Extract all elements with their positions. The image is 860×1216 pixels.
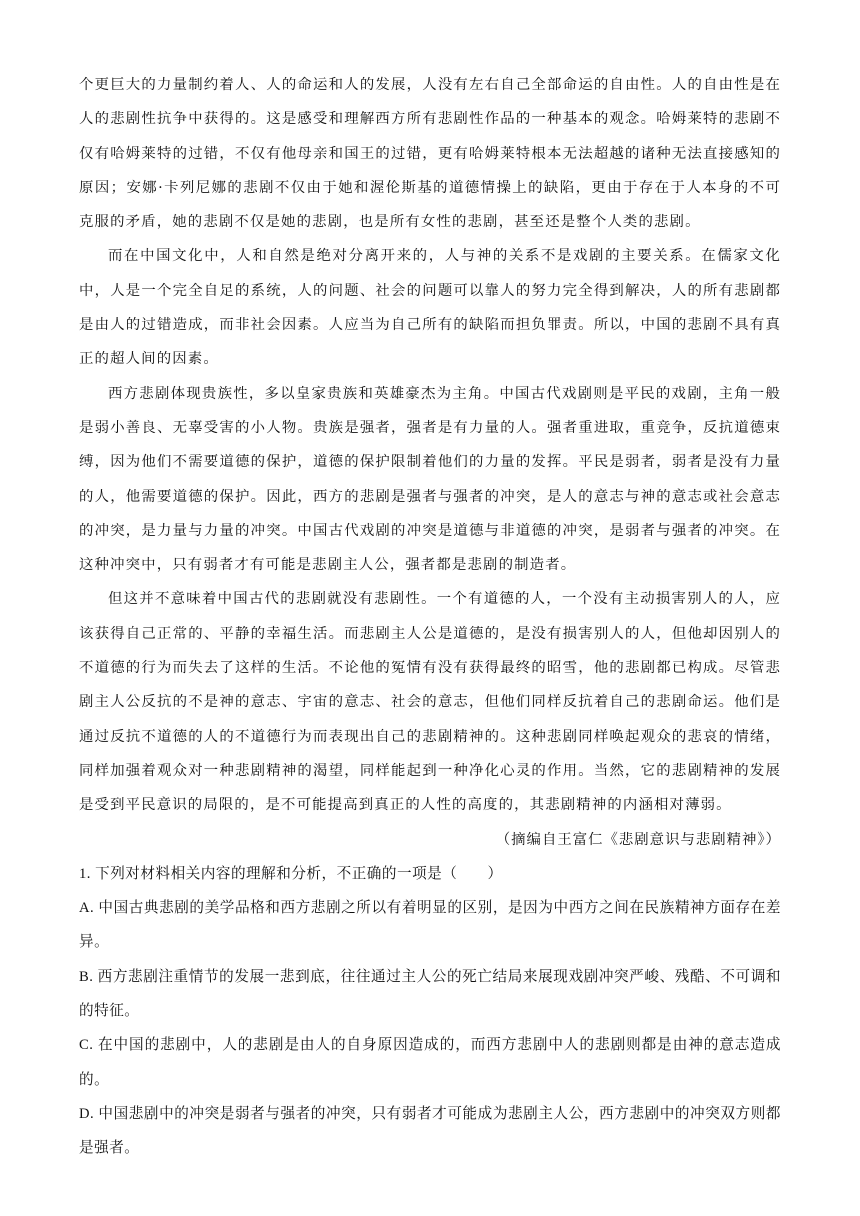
question-stem: 1. 下列对材料相关内容的理解和分析，不正确的一项是（ ） (79, 865, 503, 882)
passage-paragraph-2: 而在中国文化中，人和自然是绝对分离开来的，人与神的关系不是戏剧的主要关系。在儒家文化中，人是一个完全自足的系统，人的问题、社会的问题可以靠人的努力完全得到解决，人的所有悲剧都是由人的过错造成，而非社会因素。人应当为自己所有的缺陷而担负罪责。所以，中国的悲剧不具有真正的超人间的因素。 (79, 248, 781, 368)
option-c: C. 在中国的悲剧中，人的悲剧是由人的自身原因造成的，而西方悲剧中人的悲剧则都是由神的意志造成的。 (79, 1037, 781, 1088)
option-a: A. 中国古典悲剧的美学品格和西方悲剧之所以有着明显的区别，是因为中西方之间在民族精神方面存在差异。 (79, 900, 781, 951)
passage-paragraph-4: 但这并不意味着中国古代的悲剧就没有悲剧性。一个有道德的人，一个没有主动损害别人的人，应该获得自己正常的、平静的幸福生活。而悲剧主人公是道德的，是没有损害别人的人，但他却因别人的不道德的行为而失去了这样的生活。不论他的冤情有没有获得最终的昭雪，他的悲剧都已构成。尽管悲剧主人公反抗的不是神的意志、宇宙的意志、社会的意志，但他们同样反抗着自己的悲剧命运。他们是通过反抗不道德的人的不道德行为而表现出自己的悲剧精神的。这种悲剧同样唤起观众的悲哀的情绪，同样加强着观众对一种悲剧精神的渴望，同样能起到一种净化心灵的作用。当然，它的悲剧精神的发展是受到平民意识的局限的，是不可能提高到真正的人性的高度的，其悲剧精神的内涵相对薄弱。 (79, 591, 781, 814)
passage-paragraph-3: 西方悲剧体现贵族性，多以皇家贵族和英雄豪杰为主角。中国古代戏剧则是平民的戏剧，主角一般是弱小善良、无辜受害的小人物。贵族是强者，强者是有力量的人。强者重进取，重竞争，反抗道德束缚，因为他们不需要道德的保护，道德的保护限制着他们的力量的发挥。平民是弱者，弱者是没有力量的人，他需要道德的保护。因此，西方的悲剧是强者与强者的冲突，是人的意志与神的意志或社会意志的冲突，是力量与力量的冲突。中国古代戏剧的冲突是道德与非道德的冲突，是弱者与强者的冲突。在这种冲突中，只有弱者才有可能是悲剧主人公，强者都是悲剧的制造者。 (79, 385, 781, 574)
passage-paragraph-1: 个更巨大的力量制约着人、人的命运和人的发展，人没有左右自己全部命运的自由性。人的自由性是在人的悲剧性抗争中获得的。这是感受和理解西方所有悲剧性作品的一种基本的观念。哈姆莱特的悲剧不仅有哈姆莱特的过错，不仅有他母亲和国王的过错，更有哈姆莱特根本无法超越的诸种无法直接感知的原因；安娜·卡列尼娜的悲剧不仅由于她和渥伦斯基的道德情操上的缺陷，更由于存在于人本身的不可克服的矛盾，她的悲剧不仅是她的悲剧，也是所有女性的悲剧，甚至还是整个人类的悲剧。 (79, 77, 781, 231)
document-page (79, 68, 781, 1166)
question-1 (79, 857, 781, 1166)
option-b: B. 西方悲剧注重情节的发展一悲到底，往往通过主人公的死亡结局来展现戏剧冲突严峻、残酷、不可调和的特征。 (79, 968, 781, 1020)
option-d: D. 中国悲剧中的冲突是弱者与强者的冲突，只有弱者才可能成为悲剧主人公，西方悲剧中的冲突双方则都是强者。 (79, 1105, 781, 1157)
passage-source: （摘编自王富仁《悲剧意识与悲剧精神》） (495, 831, 781, 848)
